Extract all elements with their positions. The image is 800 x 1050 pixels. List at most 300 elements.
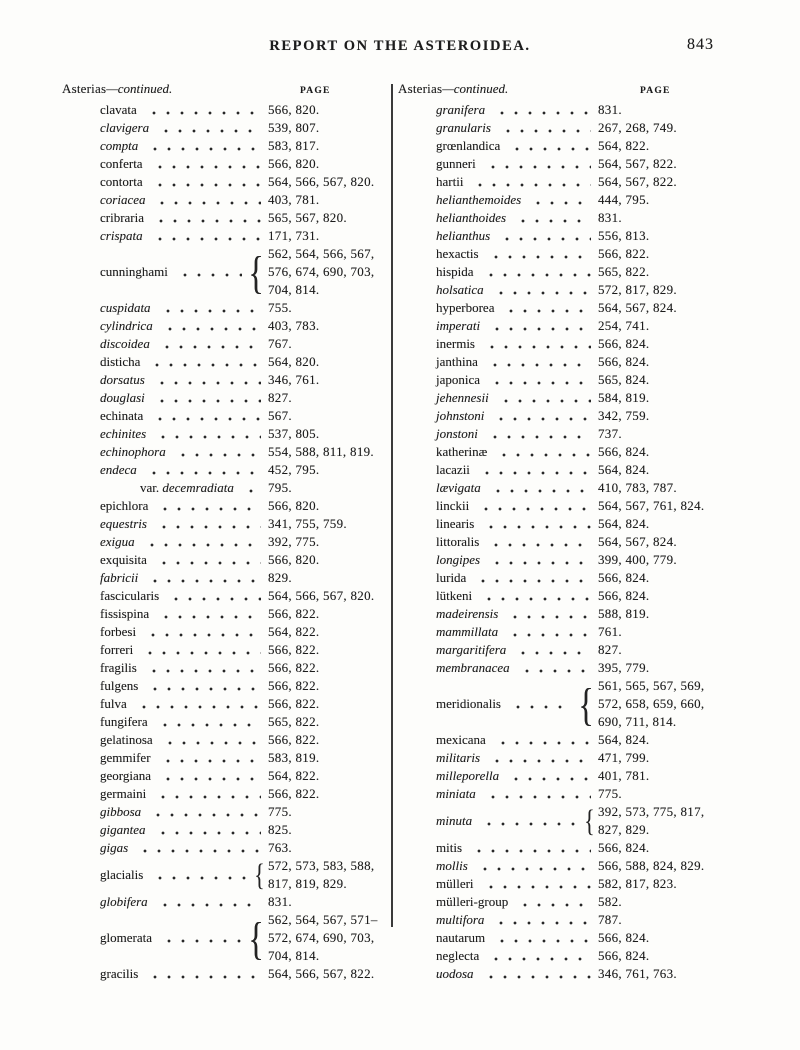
index-entry [398,101,756,119]
dot-leader [511,641,591,659]
page-numbers: 566, 820. [268,102,320,117]
page-numbers: 761. [598,624,622,639]
index-entry [62,461,388,479]
index-entry [398,929,756,947]
dot-leader [145,353,261,371]
index-entry [62,443,388,461]
index-entry [62,497,388,515]
dot-leader [150,191,261,209]
dot-leader [485,317,591,335]
species-name: clavata [100,102,137,117]
species-name: disticha [100,354,141,369]
page-numbers: 342, 759. [598,408,650,423]
page-numbers: 341, 755, 759. [268,516,347,531]
index-entry [398,353,756,371]
page-numbers: 346, 761, 763. [598,966,677,981]
page-numbers: 539, 807. [268,120,320,135]
page-numbers: 566, 588, 824, 829. [598,858,705,873]
index-entry [62,155,388,173]
page-numbers: 566, 822. [268,660,320,675]
dot-leader [152,515,261,533]
index-column-left [62,80,388,983]
page-numbers: 583, 817. [268,138,320,153]
index-entry [398,497,756,515]
index-entry [62,713,388,731]
grouping-brace: { [248,246,264,298]
index-entry [398,389,756,407]
page-numbers: 562, 564, 566, 567, 576, 674, 690, 703, 704, 814. [268,246,375,297]
index-entry [398,227,756,245]
index-entry [62,227,388,245]
species-name: lacazii [436,462,470,477]
index-entry [398,443,756,461]
species-name: glomerata [100,930,152,945]
grouping-brace: { [254,857,265,892]
dot-leader [495,227,591,245]
index-entry [62,839,388,857]
dot-leader [481,155,591,173]
dot-leader [473,857,591,875]
species-name: globifera [100,894,148,909]
dot-leader [143,569,261,587]
index-entry [62,803,388,821]
index-entry [398,371,756,389]
index-entry [398,173,756,191]
page-numbers: 767. [268,336,292,351]
page-numbers: 566, 824. [598,444,650,459]
var-prefix: var. [140,480,163,495]
page-numbers: 564, 824. [598,462,650,477]
species-name: hartii [436,174,464,189]
species-name: exquisita [100,552,147,567]
species-name: margaritifera [436,642,507,657]
index-entry [398,785,756,803]
species-name: exigua [100,534,135,549]
species-name: granifera [436,102,486,117]
dot-leader [138,641,261,659]
dot-leader [142,101,261,119]
dot-leader [151,785,261,803]
species-name: douglasi [100,390,145,405]
index-entry [398,857,756,875]
species-name: jehennesii [436,390,489,405]
species-name: contorta [100,174,143,189]
page-numbers: 566, 820. [268,498,320,513]
dot-leader [505,137,591,155]
page-numbers: 565, 822. [268,714,320,729]
species-name: mexicana [436,732,486,747]
species-name: fulva [100,696,127,711]
dot-leader [485,551,591,569]
page-numbers: 254, 741. [598,318,650,333]
page-numbers: 582, 817, 823. [598,876,677,891]
index-entry [398,551,756,569]
index-entry [398,479,756,497]
page-numbers: 564, 566, 567, 822. [268,966,375,981]
index-entry [62,893,388,911]
dot-leader [141,623,261,641]
page-numbers: 537, 805. [268,426,320,441]
species-name: cuspidata [100,300,151,315]
species-name: mollis [436,858,468,873]
species-name: miniata [436,786,476,801]
index-entry [62,605,388,623]
index-entry [62,119,388,137]
dot-leader [503,623,591,641]
index-entry [62,641,388,659]
index-entry [62,623,388,641]
continued-label: —continued. [106,81,173,96]
species-name: linckii [436,498,470,513]
grouping-brace: { [584,803,595,838]
index-entry [398,425,756,443]
dot-leader [158,317,261,335]
dot-leader [483,353,591,371]
dot-leader [499,299,591,317]
index-entry [398,155,756,173]
dot-leader [503,605,591,623]
species-name: mülleri-group [436,894,509,909]
page-numbers: 395, 779. [598,660,650,675]
dot-leader [492,443,591,461]
page-numbers: 566, 820. [268,156,320,171]
index-entry [398,317,756,335]
index-entry [62,137,388,155]
species-name: coriacea [100,192,146,207]
dot-leader [491,731,591,749]
species-name: hexactis [436,246,479,261]
page-numbers: 399, 400, 779. [598,552,677,567]
page-numbers: 564, 567, 824. [598,534,677,549]
species-name: imperati [436,318,481,333]
dot-leader [153,713,261,731]
species-name: cylindrica [100,318,153,333]
species-name: gracilis [100,966,139,981]
dot-leader [154,119,261,137]
page-numbers: 566, 822. [268,732,320,747]
page-numbers: 565, 822. [598,264,650,279]
column-divider-rule [391,84,393,927]
species-name: epichlora [100,498,149,513]
species-name: holsatica [436,282,484,297]
dot-leader [148,866,249,884]
page-numbers: 564, 567, 822. [598,174,677,189]
index-entry [398,893,756,911]
index-entry [62,551,388,569]
species-name: madeirensis [436,606,499,621]
index-entry [62,191,388,209]
page-numbers: 566, 822. [598,246,650,261]
page-numbers: 566, 824. [598,840,650,855]
species-name: fulgens [100,678,139,693]
index-entry [398,209,756,227]
column-heading [62,80,388,101]
index-entry [398,281,756,299]
species-name: gelatinosa [100,732,153,747]
dot-leader [494,389,591,407]
dot-leader [148,407,261,425]
species-name: endeca [100,462,137,477]
dot-leader [489,407,591,425]
species-name: gemmifer [100,750,151,765]
species-name: dorsatus [100,372,145,387]
index-entry [62,371,388,389]
index-entry [62,731,388,749]
page-numbers: 564, 824. [598,516,650,531]
species-name: echinata [100,408,144,423]
species-name: jonstoni [436,426,478,441]
dot-leader [154,605,261,623]
dot-leader [143,965,261,983]
index-entry [62,101,388,119]
index-entry [398,335,756,353]
index-entry [62,749,388,767]
species-name: longipes [436,552,481,567]
index-entry [62,245,388,299]
dot-leader [150,389,261,407]
index-entry [398,587,756,605]
species-name: uodosa [436,966,474,981]
index-entry [398,749,756,767]
dot-leader [477,812,579,830]
page-numbers: 556, 813. [598,228,650,243]
page-numbers: 763. [268,840,292,855]
index-entry [398,731,756,749]
species-name: militaris [436,750,481,765]
dot-leader [485,749,591,767]
page-numbers: 567. [268,408,292,423]
species-name: compta [100,138,139,153]
dot-leader [155,335,261,353]
index-entry [62,569,388,587]
index-entry [62,587,388,605]
dot-leader [148,155,261,173]
dot-leader [484,245,591,263]
dot-leader [239,479,261,497]
dot-leader [484,533,591,551]
entry-list [398,101,756,983]
species-name: crispata [100,228,143,243]
page-numbers: 829. [268,570,292,585]
index-entry [62,785,388,803]
dot-leader [142,461,261,479]
dot-leader [526,191,591,209]
page-numbers: 566, 822. [268,642,320,657]
page-numbers: 565, 567, 820. [268,210,347,225]
page-numbers: 827. [598,642,622,657]
page-numbers: 564, 566, 567, 820. [268,588,375,603]
species-name: fragilis [100,660,137,675]
page-numbers: 588, 819. [598,606,650,621]
index-entry [62,911,388,965]
page-numbers: 566, 822. [268,696,320,711]
page-numbers: 583, 819. [268,750,320,765]
index-entry [398,623,756,641]
page-numbers: 171, 731. [268,228,320,243]
dot-leader [484,947,591,965]
page-numbers: 582. [598,894,622,909]
species-name: lævigata [436,480,481,495]
dot-leader [496,119,591,137]
dot-leader [153,497,261,515]
dot-leader [149,209,261,227]
dot-leader [468,173,591,191]
page-numbers: 566, 820. [268,552,320,567]
species-name: mammillata [436,624,499,639]
index-entry [398,947,756,965]
species-name: linearis [436,516,475,531]
species-name: clavigera [100,120,150,135]
index-entry [398,641,756,659]
index-entry [398,875,756,893]
dot-leader [153,893,261,911]
dot-leader [133,839,261,857]
page-numbers: 572, 573, 583, 588, 817, 819, 829. [268,858,375,891]
page-numbers: 561, 565, 567, 569, 572, 658, 659, 660, 690, 711, 814. [598,678,705,729]
index-entry [398,911,756,929]
page-column-label: PAGE [640,86,671,96]
species-name: mitis [436,840,463,855]
species-name: glacialis [100,867,144,882]
page-numbers: 554, 588, 811, 819. [268,444,374,459]
species-name: fabricii [100,570,139,585]
page-numbers: 831. [598,210,622,225]
species-name: meridionalis [436,696,501,711]
index-entry [62,479,388,497]
page-numbers: 403, 781. [268,192,320,207]
dot-leader [152,551,261,569]
page-numbers: 564, 567, 824. [598,300,677,315]
dot-leader [156,749,261,767]
index-entry [398,515,756,533]
index-entry [62,767,388,785]
dot-leader [150,371,261,389]
page-title: REPORT ON THE ASTEROIDEA. [269,38,531,54]
index-entry [398,677,756,731]
index-entry [398,299,756,317]
species-name: gunneri [436,156,476,171]
index-entry [398,461,756,479]
index-entry [62,857,388,893]
species-name: littoralis [436,534,480,549]
dot-leader [171,443,261,461]
species-name: johnstoni [436,408,485,423]
index-column-right [398,80,756,983]
page-number: 843 [687,36,714,53]
index-entry [398,191,756,209]
page-numbers: 564, 822. [598,138,650,153]
species-name: germaini [100,786,147,801]
index-entry [62,965,388,983]
dot-leader [475,461,591,479]
genus-label: Asterias [398,81,443,96]
species-name: japonica [436,372,481,387]
dot-leader [474,497,591,515]
dot-leader [479,965,591,983]
species-name: helianthemoides [436,192,522,207]
index-entry [398,659,756,677]
index-entry [62,317,388,335]
index-entry [398,119,756,137]
page-numbers: 392, 775. [268,534,320,549]
species-name: hyperborea [436,300,495,315]
species-name: georgiana [100,768,152,783]
species-name: minuta [436,813,473,828]
page-numbers: 564, 822. [268,768,320,783]
dot-leader [143,137,261,155]
page-numbers: 566, 824. [598,570,650,585]
dot-leader [156,299,261,317]
dot-leader [490,929,591,947]
dot-leader [486,479,591,497]
dot-leader [132,695,261,713]
page-numbers: 452, 795. [268,462,320,477]
index-entry [62,299,388,317]
page-numbers: 401, 781. [598,768,650,783]
index-entry [62,695,388,713]
page-numbers: 787. [598,912,622,927]
page-numbers: 565, 824. [598,372,650,387]
index-entry [398,533,756,551]
page-numbers: 755. [268,300,292,315]
dot-leader [156,767,261,785]
page-numbers: 346, 761. [268,372,320,387]
species-name: milleporella [436,768,500,783]
grouping-brace: { [578,678,594,730]
page-numbers: 572, 817, 829. [598,282,677,297]
species-name: nautarum [436,930,486,945]
dot-leader [148,173,261,191]
species-name: helianthus [436,228,491,243]
index-entry [62,353,388,371]
species-name: multifora [436,912,485,927]
index-entry [398,569,756,587]
index-entry [398,767,756,785]
index-entry [398,965,756,983]
dot-leader [489,911,591,929]
index-entry [398,245,756,263]
page-numbers: 564, 820. [268,354,320,369]
species-name: helianthoides [436,210,507,225]
page-numbers: 564, 822. [268,624,320,639]
dot-leader [140,533,261,551]
page-numbers: 564, 824. [598,732,650,747]
dot-leader [479,263,591,281]
species-name: fascicularis [100,588,160,603]
species-name: membranacea [436,660,510,675]
genus-label: Asterias [62,81,107,96]
dot-leader [142,659,261,677]
dot-leader [146,803,261,821]
species-name: conferta [100,156,143,171]
page-numbers: 827. [268,390,292,405]
index-entry [62,209,388,227]
page-numbers: 564, 566, 567, 820. [268,174,375,189]
species-name: fungifera [100,714,148,729]
species-name: cribraria [100,210,145,225]
page-numbers: 775. [268,804,292,819]
species-name: var. decemradiata [140,480,234,495]
species-name: fissispina [100,606,150,621]
page-numbers: 410, 783, 787. [598,480,677,495]
species-name: gibbosa [100,804,142,819]
species-name: hispida [436,264,474,279]
species-name: inermis [436,336,475,351]
page-numbers: 584, 819. [598,390,650,405]
page-numbers: 566, 824. [598,336,650,351]
species-name: granularis [436,120,491,135]
index-entry [62,659,388,677]
